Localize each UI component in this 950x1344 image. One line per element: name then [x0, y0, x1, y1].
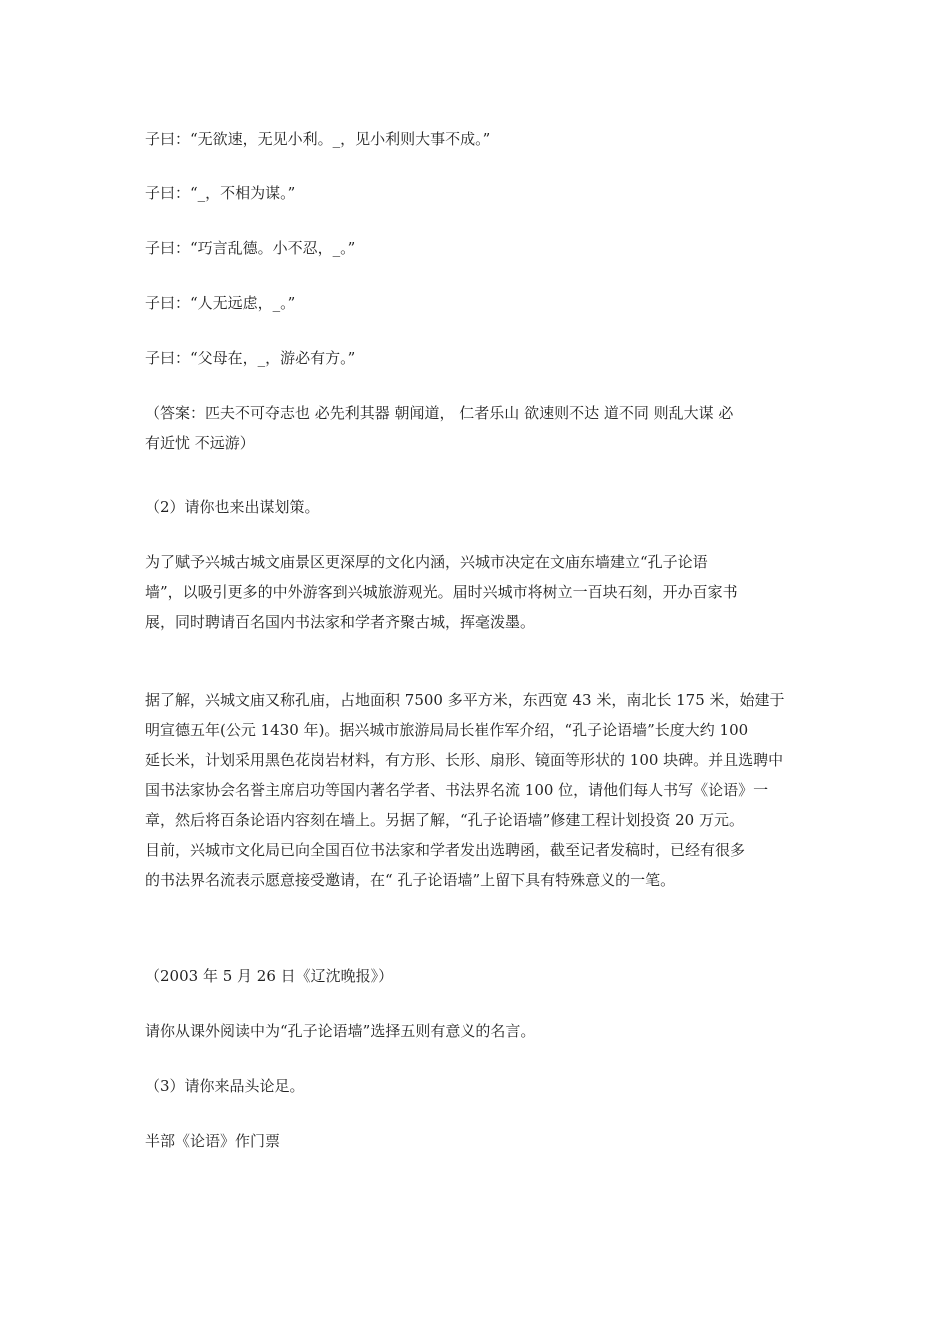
quote-line-4: 子曰：“人无远虑，_。”: [145, 294, 296, 312]
answer-line-2: 有近忧 不远游）: [145, 434, 255, 452]
article-p1-line: 展，同时聘请百名国内书法家和学者齐聚古城，挥毫泼墨。: [145, 613, 536, 631]
article-p2-line: 的书法界名流表示愿意接受邀请，在“ 孔子论语墙”上留下具有特殊意义的一笔。: [145, 871, 676, 889]
article-p1-line: 为了赋予兴城古城文庙景区更深厚的文化内涵，兴城市决定在文庙东墙建立“孔子论语: [145, 553, 708, 571]
answer-line-1: （答案：匹夫不可夺志也 必先利其器 朝闻道， 仁者乐山 欲速则不达 道不同 则乱大谋 必: [145, 404, 734, 422]
article-p2-line: 延长米，计划采用黑色花岗岩材料，有方形、长形、扇形、镜面等形状的 100 块碑。并且选聘中: [145, 751, 784, 769]
article-p2-line: 国书法家协会名誉主席启功等国内著名学者、书法界名流 100 位，请他们每人书写《论语》一: [145, 781, 769, 799]
article-paragraph-2: [145, 685, 810, 895]
quote-line-1: 子曰：“无欲速，无见小利。_，见小利则大事不成。”: [145, 130, 491, 148]
article-p2-line: 目前，兴城市文化局已向全国百位书法家和学者发出选聘函，截至记者发稿时，已经有很多: [145, 841, 746, 859]
task-instruction: 请你从课外阅读中为“孔子论语墙”选择五则有意义的名言。: [145, 1022, 536, 1040]
article-p2-line: 章，然后将百条论语内容刻在墙上。另据了解，“孔子论语墙”修建工程计划投资 20 万元。: [145, 811, 744, 829]
answer-block: [145, 398, 810, 458]
section-3-heading: （3）请你来品头论足。: [145, 1077, 305, 1095]
section-2-heading: （2）请你也来出谋划策。: [145, 498, 320, 516]
article-p2-line: 据了解，兴城文庙又称孔庙，占地面积 7500 多平方米，东西宽 43 米，南北长 175 米，始建于: [145, 691, 785, 709]
final-heading: 半部《论语》作门票: [145, 1132, 281, 1150]
article-p1-line: 墙”，以吸引更多的中外游客到兴城旅游观光。届时兴城市将树立一百块石刻，开办百家书: [145, 583, 738, 601]
quote-line-3: 子曰：“巧言乱德。小不忍，_。”: [145, 239, 356, 257]
article-paragraph-1: [145, 547, 810, 637]
article-source: （2003 年 5 月 26 日《辽沈晚报》）: [145, 967, 394, 985]
quote-line-2: 子曰：“_，不相为谋。”: [145, 184, 296, 202]
quote-line-5: 子曰：“父母在，_，游必有方。”: [145, 349, 356, 367]
article-p2-line: 明宣德五年(公元 1430 年)。据兴城市旅游局局长崔作军介绍，“孔子论语墙”长度大约 100: [145, 721, 749, 739]
